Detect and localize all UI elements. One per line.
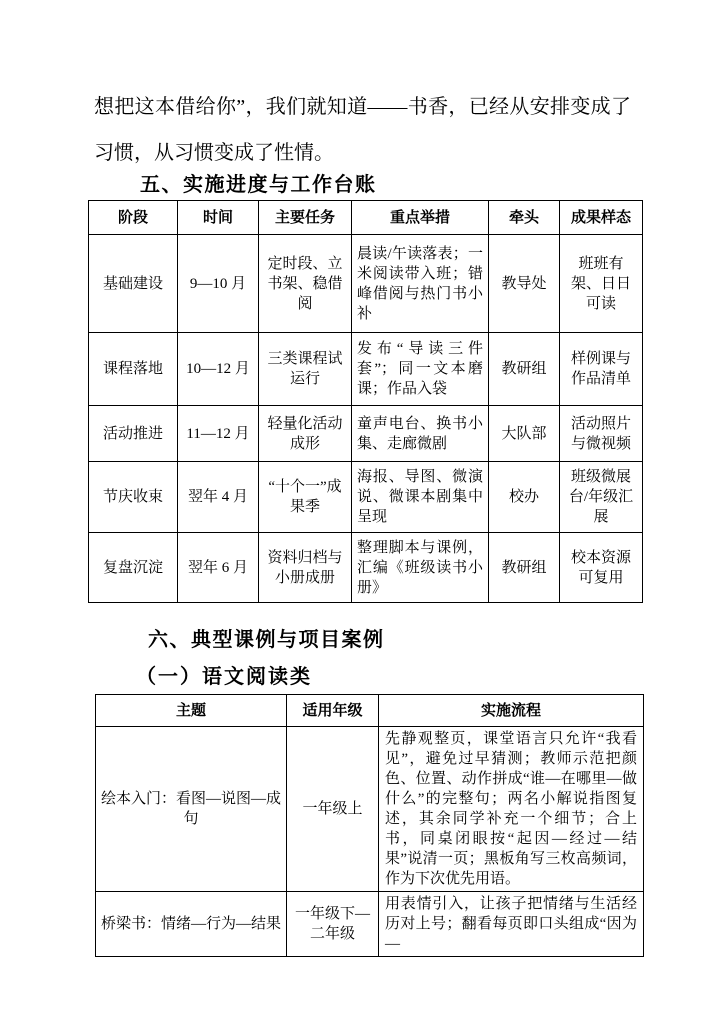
table-row bbox=[89, 333, 643, 406]
cell-outcome: 班班有架、日日可读 bbox=[560, 235, 643, 333]
cell-main-task: 定时段、立书架、稳借阅 bbox=[259, 235, 352, 333]
table-row bbox=[96, 727, 644, 892]
table-row bbox=[89, 235, 643, 333]
cell-stage: 课程落地 bbox=[89, 333, 178, 406]
cell-lead: 教研组 bbox=[489, 533, 560, 603]
cell-lead: 校办 bbox=[489, 462, 560, 533]
table-header-row bbox=[96, 695, 644, 727]
cell-time: 翌年 4 月 bbox=[178, 462, 259, 533]
header-cell-main-task: 主要任务 bbox=[259, 201, 352, 235]
header-cell-lead: 牵头 bbox=[489, 201, 560, 235]
header-cell-time: 时间 bbox=[178, 201, 259, 235]
table-row bbox=[89, 406, 643, 462]
header-cell-outcome: 成果样态 bbox=[560, 201, 643, 235]
cell-topic: 绘本入门：看图—说图—成句 bbox=[96, 727, 287, 892]
cell-process: 用表情引入，让孩子把情绪与生活经历对上号；翻看每页即口头组成“因为— bbox=[379, 892, 644, 957]
table-row bbox=[89, 533, 643, 603]
cell-time: 11—12 月 bbox=[178, 406, 259, 462]
table-row bbox=[96, 892, 644, 957]
cell-outcome: 班级微展台/年级汇展 bbox=[560, 462, 643, 533]
cell-outcome: 校本资源可复用 bbox=[560, 533, 643, 603]
cell-outcome: 活动照片与微视频 bbox=[560, 406, 643, 462]
cell-key-measures: 整理脚本与课例，汇编《班级读书小册》 bbox=[352, 533, 489, 603]
cell-process: 先静观整页，课堂语言只允许“我看见”，避免过早猜测；教师示范把颜色、位置、动作拼成“谁—在哪里—做什么”的完整句；两名小解说指图复述，其余同学补充一个细节；合上书，同桌闭眼按“起因—经过—结果”说清一页；黑板角写三枚高频词，作为下次优先用语。 bbox=[379, 727, 644, 892]
cell-time: 9—10 月 bbox=[178, 235, 259, 333]
section6-heading: 六、典型课例与项目案例 bbox=[148, 629, 385, 651]
section6-subheading: （一）语文阅读类 bbox=[136, 666, 312, 688]
table-row bbox=[89, 462, 643, 533]
cell-main-task: “十个一”成果季 bbox=[259, 462, 352, 533]
cell-grade: 一年级下—二年级 bbox=[287, 892, 379, 957]
cell-lead: 教研组 bbox=[489, 333, 560, 406]
body-paragraph: 想把这本借给你”，我们就知道——书香，已经从安排变成了习惯，从习惯变成了性情。 bbox=[94, 96, 631, 164]
cell-main-task: 三类课程试运行 bbox=[259, 333, 352, 406]
cell-stage: 节庆收束 bbox=[89, 462, 178, 533]
header-cell-stage: 阶段 bbox=[89, 201, 178, 235]
cell-key-measures: 发布“导读三件套”；同一文本磨课；作品入袋 bbox=[352, 333, 489, 406]
cell-lead: 大队部 bbox=[489, 406, 560, 462]
cell-key-measures: 海报、导图、微演说、微课本剧集中呈现 bbox=[352, 462, 489, 533]
header-cell-grade: 适用年级 bbox=[287, 695, 379, 727]
cell-key-measures: 童声电台、换书小集、走廊微剧 bbox=[352, 406, 489, 462]
cell-time: 10—12 月 bbox=[178, 333, 259, 406]
cell-topic: 桥梁书：情绪—行为—结果 bbox=[96, 892, 287, 957]
cell-outcome: 样例课与作品清单 bbox=[560, 333, 643, 406]
cell-main-task: 轻量化活动成形 bbox=[259, 406, 352, 462]
cell-key-measures: 晨读/午读落表；一米阅读带入班；错峰借阅与热门书小补 bbox=[352, 235, 489, 333]
header-cell-topic: 主题 bbox=[96, 695, 287, 727]
cell-grade: 一年级上 bbox=[287, 727, 379, 892]
header-cell-key-measures: 重点举措 bbox=[352, 201, 489, 235]
table-header-row bbox=[89, 201, 643, 235]
section5-heading: 五、实施进度与工作台账 bbox=[140, 174, 377, 196]
cell-stage: 活动推进 bbox=[89, 406, 178, 462]
cell-time: 翌年 6 月 bbox=[178, 533, 259, 603]
cell-stage: 基础建设 bbox=[89, 235, 178, 333]
cell-lead: 教导处 bbox=[489, 235, 560, 333]
implementation-progress-table bbox=[88, 200, 643, 603]
chinese-reading-case-table bbox=[95, 694, 644, 957]
header-cell-process: 实施流程 bbox=[379, 695, 644, 727]
cell-stage: 复盘沉淀 bbox=[89, 533, 178, 603]
cell-main-task: 资料归档与小册成册 bbox=[259, 533, 352, 603]
